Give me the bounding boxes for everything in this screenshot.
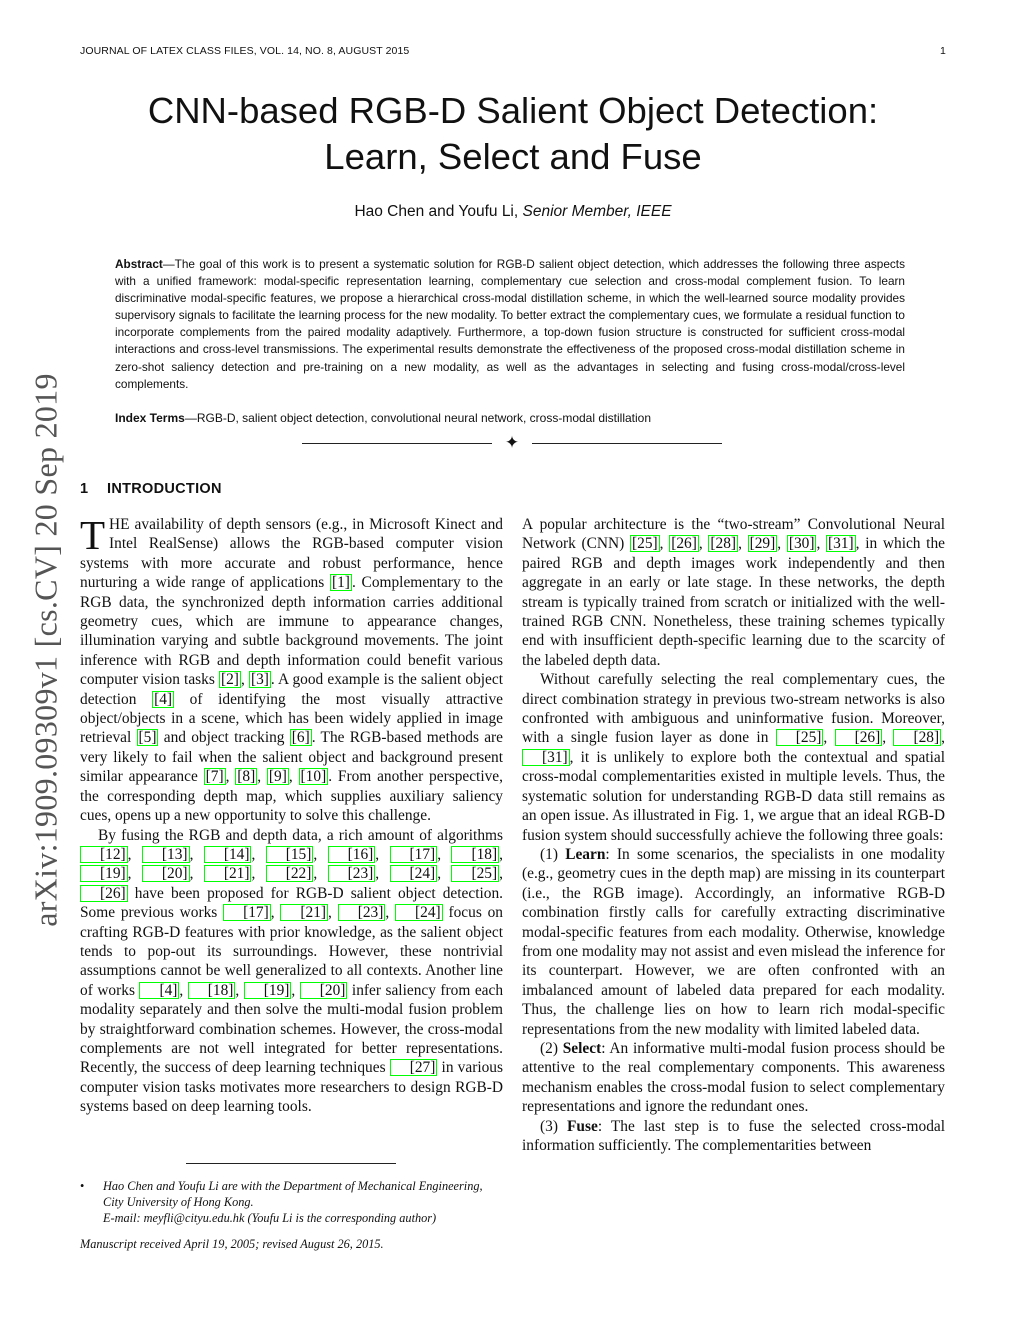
citation-link[interactable]: [21] xyxy=(204,865,252,882)
goal-fuse-prefix: (3) xyxy=(540,1117,568,1135)
body-text: , xyxy=(328,904,338,922)
body-text: A popular architecture is the “two-stream” Convolutional Neural Network (CNN) xyxy=(522,516,945,553)
body-text: , xyxy=(257,768,267,786)
citation-link[interactable]: [8] xyxy=(237,768,256,786)
citation-link[interactable]: [25] xyxy=(632,535,658,553)
page-number: 1 xyxy=(940,45,946,57)
goal-fuse-label: Fuse xyxy=(567,1117,598,1135)
body-text: , xyxy=(777,535,787,553)
title-line-2: Learn, Select and Fuse xyxy=(324,136,702,177)
body-text: , xyxy=(499,845,503,863)
index-terms xyxy=(115,411,905,425)
citation-link[interactable]: [21] xyxy=(280,904,328,921)
body-text: . The RGB-based methods are very likely to fail when the salient object and background present similar appearance xyxy=(80,729,503,786)
footnote-bullet-icon: • xyxy=(80,1179,85,1193)
body-text: , xyxy=(823,729,835,747)
body-text: , xyxy=(288,768,299,786)
body-text: , xyxy=(941,729,945,747)
body-text: , xyxy=(659,535,670,553)
body-text: , xyxy=(882,729,894,747)
body-text: . A good example is the salient object detection xyxy=(80,671,503,708)
citation-link[interactable]: [29] xyxy=(749,535,776,553)
body-text: availability of depth sensors (e.g., in Microsoft Kinect and Intel RealSense) allows the RGB-based computer vision systems with more accurate and robust performance, hence nurturing a wide range of applications xyxy=(80,516,503,592)
citation-link[interactable]: [4] xyxy=(139,982,179,999)
citation-link[interactable]: [13] xyxy=(142,846,190,863)
index-terms-label: Index Terms xyxy=(115,411,185,425)
intro-paragraph-2 xyxy=(80,826,503,1117)
citation-link[interactable]: [20] xyxy=(142,865,190,882)
body-text: focus on crafting RGB-D features with prior knowledge, as the salient object tends to pop-out its surroundings. However, these nontrivial assumptions cannot be well generalized to all contexts. Another line of works xyxy=(80,904,503,999)
citation-link[interactable]: [2] xyxy=(220,671,239,689)
citation-link[interactable]: [26] xyxy=(80,885,128,902)
citation-link[interactable]: [28] xyxy=(710,535,737,553)
body-text: in various computer vision tasks motivates more researchers to design RGB-D systems based on deep learning tools. xyxy=(80,1059,503,1116)
goal-fuse-text: : The last step is to fuse the selected cross-modal information sufficiently. The complementarities between xyxy=(522,1117,945,1154)
citation-link[interactable]: [4] xyxy=(154,690,173,708)
goal-select-paragraph xyxy=(522,1039,945,1117)
goal-learn-label: Learn xyxy=(565,845,606,863)
journal-name: JOURNAL OF LATEX CLASS FILES, VOL. 14, NO. 8, AUGUST 2015 xyxy=(80,45,410,57)
body-text: and object tracking xyxy=(158,729,290,747)
citation-link[interactable]: [16] xyxy=(328,846,376,863)
citation-link[interactable]: [7] xyxy=(205,768,224,786)
arxiv-stamp-text: arXiv:1909.09309v1 [cs.CV] 20 Sep 2019 xyxy=(27,373,64,927)
citation-link[interactable]: [31] xyxy=(522,749,570,766)
body-text: have been proposed for RGB-D salient object detection. Some previous works xyxy=(80,884,503,922)
citation-link[interactable]: [17] xyxy=(390,846,438,863)
author-role: Senior Member, IEEE xyxy=(522,203,672,220)
citation-link[interactable]: [3] xyxy=(250,671,269,689)
citation-link[interactable]: [18] xyxy=(188,982,236,999)
body-text: , xyxy=(127,845,142,863)
paper-title xyxy=(80,88,946,180)
citation-link[interactable]: [28] xyxy=(893,729,941,746)
goal-learn-prefix: (1) xyxy=(540,845,566,863)
citation-link[interactable]: [6] xyxy=(291,729,310,747)
citation-link[interactable]: [26] xyxy=(671,535,697,553)
citation-link[interactable]: [22] xyxy=(266,865,314,882)
goal-learn-paragraph xyxy=(522,845,945,1039)
body-text: , xyxy=(698,535,709,553)
body-text: , xyxy=(127,865,142,883)
body-text: . From another perspective, the corresponding depth map, which supplies auxiliary saliency cues, opens up a new opportunity to solve this challenge. xyxy=(80,768,503,825)
body-text: , xyxy=(251,845,266,863)
footnote-rule xyxy=(186,1163,396,1164)
citation-link[interactable]: [23] xyxy=(328,865,376,882)
drop-cap: T xyxy=(80,512,106,558)
footnote-affiliation-block xyxy=(103,1178,503,1226)
body-text: , xyxy=(437,845,452,863)
goal-select-text: : An informative multi-modal fusion process should be attentive to the real complementary components. This awareness mechanism enables the cross-modal fusion to select complementary representations and ignore the redundant ones. xyxy=(522,1039,946,1116)
body-text: , xyxy=(251,865,266,883)
body-text: , xyxy=(189,865,204,883)
body-text: , xyxy=(437,865,452,883)
index-terms-text: —RGB-D, salient object detection, convolutional neural network, cross-modal distillation xyxy=(184,411,652,425)
body-text: , xyxy=(375,865,390,883)
citation-link[interactable]: [9] xyxy=(268,768,287,786)
running-header xyxy=(80,45,946,61)
body-text: , xyxy=(225,768,236,786)
title-line-1: CNN-based RGB-D Salient Object Detection: xyxy=(147,90,879,131)
body-text: , xyxy=(240,671,249,689)
citation-link[interactable]: [10] xyxy=(300,768,327,786)
citation-link[interactable]: [12] xyxy=(80,846,128,863)
citation-link[interactable]: [15] xyxy=(266,846,314,863)
citation-link[interactable]: [1] xyxy=(331,574,350,592)
body-text: , xyxy=(313,845,328,863)
body-text: , in which the paired RGB and depth images work independently and then aggregate in an early or late stage. In these networks, the depth stream is typically trained from scratch or initialized with the well-trained RGB CNN. Nonetheless, these training schemes typically end with insufficient depth-specific learning due to the scarcity of the labeled depth data. xyxy=(522,535,945,669)
citation-link[interactable]: [26] xyxy=(835,729,883,746)
citation-link[interactable]: [24] xyxy=(395,904,443,921)
citation-link[interactable]: [23] xyxy=(338,904,386,921)
section-title: INTRODUCTION xyxy=(107,481,222,497)
intro-paragraph-4 xyxy=(522,670,945,845)
goal-select-label: Select xyxy=(562,1039,602,1057)
divider-rule-right xyxy=(532,443,722,444)
intro-paragraph-3 xyxy=(522,515,945,670)
body-text: , xyxy=(375,845,390,863)
citation-link[interactable]: [30] xyxy=(788,535,815,553)
abstract xyxy=(115,256,905,393)
citation-link[interactable]: [14] xyxy=(204,846,252,863)
citation-link[interactable]: [31] xyxy=(828,535,854,553)
body-text: , xyxy=(291,981,300,999)
body-text: , xyxy=(738,535,748,553)
citation-link[interactable]: [20] xyxy=(300,982,348,999)
right-column xyxy=(522,515,945,1255)
divider-diamond-icon: ✦ xyxy=(504,433,520,452)
abstract-text: —The goal of this work is to present a systematic solution for RGB-D salient object detection, which addresses the following three aspects with a unified framework: modal-specific representation learning, complementary cue selection and cross-modal complement fusion. To learn discriminative modal-specific features, we propose a hierarchical cross-modal distillation scheme, in which the well-learned source modality provides supervisory signals to facilitate the learning process for the new modality. To better extract the complementary cues, we formulate a residual function to incorporate complements from the paired modality adaptively. Furthermore, a top-down fusion structure is constructed for sufficient cross-modal interactions and cross-level transmissions. The experimental results demonstrate the effectiveness of the proposed cross-modal distillation scheme in zero-shot saliency detection and pre-training on a new modality, as well as the advantages in selecting and fusing cross-modal/cross-level complements. xyxy=(115,257,905,391)
citation-link[interactable]: [19] xyxy=(80,865,128,882)
body-text: , xyxy=(313,865,328,883)
left-column xyxy=(80,512,504,1116)
footnote xyxy=(80,1178,503,1252)
body-text: , xyxy=(179,981,188,999)
body-text: . Complementary to the RGB data, the synchronized depth information carries additional geometry cues, which are immune to appearance changes, illumination varying and subtle background movements. The joint inference with RGB and depth information could benefit various computer vision tasks xyxy=(80,574,504,689)
citation-link[interactable]: [24] xyxy=(390,865,438,882)
manuscript-note: Manuscript received April 19, 2005; revised August 26, 2015. xyxy=(80,1237,384,1251)
citation-link[interactable]: [19] xyxy=(244,982,292,999)
body-text: , xyxy=(189,845,204,863)
body-text: , xyxy=(499,865,503,883)
drop-cap-rest: HE xyxy=(109,516,130,533)
arxiv-stamp xyxy=(24,350,68,950)
body-text: By fusing the RGB and depth data, a rich amount of algorithms xyxy=(98,826,503,844)
citation-link[interactable]: [17] xyxy=(223,904,271,921)
section-number: 1 xyxy=(80,481,89,497)
divider-rule-left xyxy=(302,443,492,444)
body-text: of identifying the most visually attractive object/objects in a scene, which has been widely applied in image retrieval xyxy=(80,690,503,747)
citation-link[interactable]: [25] xyxy=(776,729,824,746)
section-divider xyxy=(302,432,722,456)
goal-select-prefix: (2) xyxy=(540,1039,563,1057)
author-names: Hao Chen and Youfu Li, xyxy=(354,203,523,220)
body-text: Without carefully selecting the real complementary cues, the direct combination strategy in previous two-stream networks is also confronted with ambiguous and uninformative fusion. Moreover, with a single fusion layer as done in xyxy=(522,671,945,747)
goal-fuse-paragraph xyxy=(522,1117,945,1156)
section-heading xyxy=(80,481,222,497)
body-text: infer saliency from each modality separately and then solve the multi-modal fusion problem by straightforward combination schemes. However, the cross-modal complements are not well integrated for better representations. Recently, the success of deep learning techniques xyxy=(80,981,504,1077)
footnote-affiliation: Hao Chen and Youfu Li are with the Department of Mechanical Engineering, City University of Hong Kong. xyxy=(103,1179,483,1209)
footnote-email: E-mail: meyfli@cityu.edu.hk (Youfu Li is the corresponding author) xyxy=(103,1211,437,1225)
body-text: , xyxy=(816,535,827,553)
citation-link[interactable]: [18] xyxy=(451,846,499,863)
body-text: , xyxy=(270,904,281,922)
abstract-label: Abstract xyxy=(115,257,163,271)
authors xyxy=(80,203,946,221)
body-text: , it is unlikely to explore both the contextual and spatial cross-modal complementarities existed in multiple levels. Thus, the systematic solution for understanding RGB-D data still remains as an open issue. As illustrated in Fig. 1, we argue that an ideal RGB-D fusion system should successfully achieve the following three goals: xyxy=(522,748,945,844)
citation-link[interactable]: [27] xyxy=(390,1059,438,1076)
intro-paragraph-1 xyxy=(80,512,504,826)
goal-learn-text: : In some scenarios, the specialists in one modality (e.g., geometry cues in the depth map) are missing in its counterpart (i.e., the RGB image). Accordingly, an informative RGB-D combination firstly calls for carefully extracting discriminative modal-specific features from each modality. Otherwise, knowledge from one modality may not assist and even mislead the inference for its counterpart. However, we are often confronted with an imbalanced amount of labeled data prepared for each modality. Thus, the challenge lies on how to learn rich modal-specific representations from the new modality with limited labeled data. xyxy=(522,845,946,1038)
body-text: , xyxy=(235,981,244,999)
citation-link[interactable]: [5] xyxy=(138,729,157,747)
citation-link[interactable]: [25] xyxy=(451,865,499,882)
body-text: , xyxy=(385,904,396,922)
